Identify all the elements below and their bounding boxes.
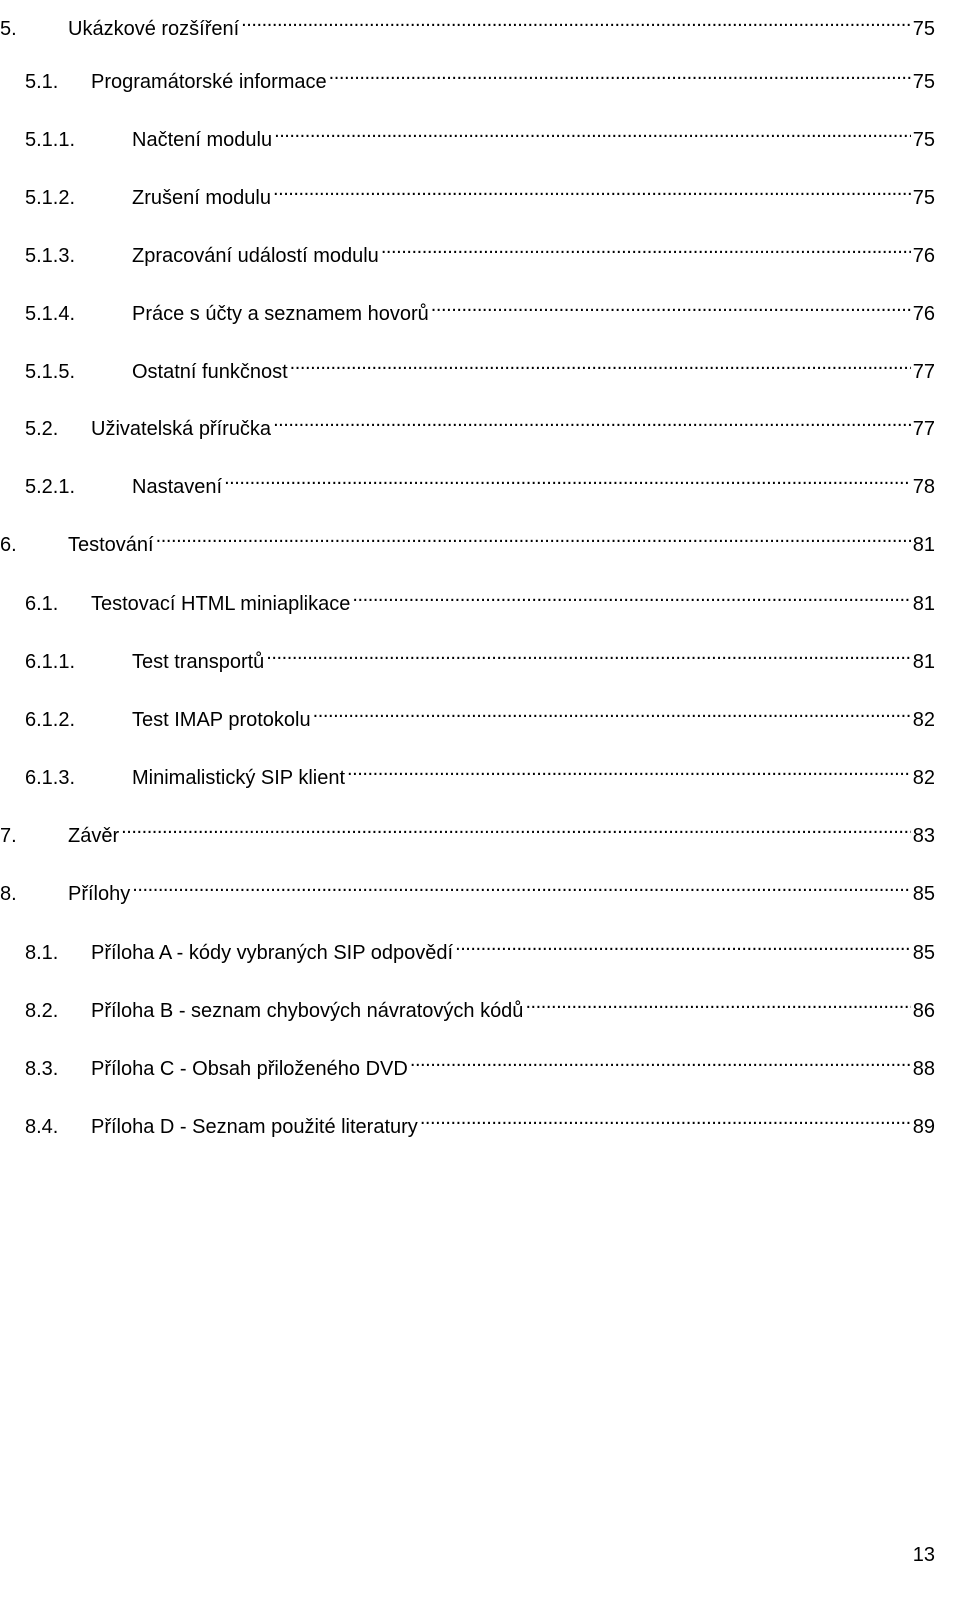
toc-leader-dots xyxy=(224,463,911,493)
toc-entry-title: Nastavení xyxy=(132,476,223,498)
toc-entry-number: 5.1.1. xyxy=(25,129,76,151)
toc-entry[interactable] xyxy=(25,405,935,440)
toc-entry-page: 76 xyxy=(912,303,935,325)
toc-entry-title: Ostatní funkčnost xyxy=(132,361,288,383)
toc-entry-title: Zpracování událostí modulu xyxy=(132,245,379,267)
toc-entry[interactable] xyxy=(25,1103,935,1138)
toc-entry-page: 75 xyxy=(912,71,935,93)
toc-leader-dots xyxy=(132,870,911,900)
toc-entry[interactable] xyxy=(25,580,935,615)
toc-entry[interactable] xyxy=(25,754,935,789)
toc-leader-dots xyxy=(352,580,910,610)
toc-entry-title: Práce s účty a seznamem hovorů xyxy=(132,303,429,325)
toc-entry-title: Závěr xyxy=(68,825,120,847)
toc-entry-number: 8.1. xyxy=(25,942,59,964)
toc-entry-page: 81 xyxy=(912,593,935,615)
toc-entry[interactable] xyxy=(25,987,935,1022)
toc-entry[interactable] xyxy=(25,174,935,209)
toc-entry-title: Testovací HTML miniaplikace xyxy=(91,593,351,615)
toc-entry-title: Zrušení modulu xyxy=(132,187,271,209)
toc-leader-dots xyxy=(156,521,911,551)
toc-entry-page: 76 xyxy=(912,245,935,267)
toc-leader-dots xyxy=(274,116,911,146)
toc-entry-number: 8.2. xyxy=(25,1000,59,1022)
toc-entry-title: Testování xyxy=(68,534,154,556)
toc-leader-dots xyxy=(329,58,911,88)
toc-entry-number: 5.1.4. xyxy=(25,303,76,325)
toc-leader-dots xyxy=(313,696,911,726)
toc-entry[interactable] xyxy=(25,929,935,964)
toc-entry-title: Minimalistický SIP klient xyxy=(132,767,346,789)
toc-entry[interactable] xyxy=(25,232,935,267)
toc-entry-page: 88 xyxy=(912,1058,935,1080)
toc-leader-dots xyxy=(347,754,911,784)
toc-entry-title: Ukázkové rozšíření xyxy=(68,18,240,40)
toc-entry-number: 6.1.2. xyxy=(25,709,76,731)
toc-leader-dots xyxy=(431,290,911,320)
toc-entry[interactable] xyxy=(0,521,935,556)
toc-entry-title: Programátorské informace xyxy=(91,71,327,93)
toc-entry-number: 7. xyxy=(0,825,17,847)
toc-entry[interactable] xyxy=(25,58,935,93)
toc-entry-page: 75 xyxy=(912,129,935,151)
toc-entry[interactable] xyxy=(0,812,935,847)
toc-leader-dots xyxy=(273,405,911,435)
toc-leader-dots xyxy=(266,638,910,668)
toc-entry-title: Test transportů xyxy=(132,651,265,673)
toc-entry[interactable] xyxy=(25,463,935,498)
toc-entry-number: 5.2.1. xyxy=(25,476,76,498)
toc-entry[interactable] xyxy=(25,638,935,673)
toc-entry-title: Příloha D - Seznam použité literatury xyxy=(91,1116,418,1138)
toc-entry-page: 82 xyxy=(912,709,935,731)
toc-leader-dots xyxy=(273,174,911,204)
toc-entry-page: 82 xyxy=(912,767,935,789)
toc-entry-title: Příloha C - Obsah přiloženého DVD xyxy=(91,1058,408,1080)
toc-entry-number: 5. xyxy=(0,18,17,40)
toc-leader-dots xyxy=(290,348,911,378)
toc-entry-page: 85 xyxy=(912,883,935,905)
toc-entry[interactable] xyxy=(25,348,935,383)
toc-entry-page: 89 xyxy=(912,1116,935,1138)
toc-entry-title: Příloha A - kódy vybraných SIP odpovědí xyxy=(91,942,454,964)
toc-entry-title: Příloha B - seznam chybových návratových kódů xyxy=(91,1000,524,1022)
toc-entry[interactable] xyxy=(0,870,935,905)
page-number: 13 xyxy=(912,1544,935,1566)
toc-entry-number: 5.2. xyxy=(25,418,59,440)
toc-leader-dots xyxy=(381,232,911,262)
toc-entry-page: 81 xyxy=(912,651,935,673)
toc-leader-dots xyxy=(241,5,911,35)
toc-entry[interactable] xyxy=(25,1045,935,1080)
toc-leader-dots xyxy=(410,1045,911,1075)
toc-entry-title: Uživatelská příručka xyxy=(91,418,272,440)
toc-entry[interactable] xyxy=(25,116,935,151)
toc-entry-page: 75 xyxy=(912,18,935,40)
toc-entry-page: 85 xyxy=(912,942,935,964)
toc-leader-dots xyxy=(121,812,911,842)
toc-entry-number: 5.1.3. xyxy=(25,245,76,267)
toc-entry-page: 86 xyxy=(912,1000,935,1022)
toc-entry-number: 6. xyxy=(0,534,17,556)
toc-entry-page: 77 xyxy=(912,418,935,440)
toc-entry-title: Přílohy xyxy=(68,883,131,905)
toc-entry-number: 6.1.3. xyxy=(25,767,76,789)
toc-entry-page: 81 xyxy=(912,534,935,556)
toc-entry-title: Test IMAP protokolu xyxy=(132,709,311,731)
toc-entry-number: 6.1. xyxy=(25,593,59,615)
toc-entry-page: 83 xyxy=(912,825,935,847)
toc-entry-page: 77 xyxy=(912,361,935,383)
toc-entry-page: 78 xyxy=(912,476,935,498)
toc-leader-dots xyxy=(420,1103,911,1133)
toc-entry[interactable] xyxy=(0,5,935,40)
toc-entry[interactable] xyxy=(25,290,935,325)
toc-entry-number: 8.3. xyxy=(25,1058,59,1080)
toc-entry-number: 6.1.1. xyxy=(25,651,76,673)
toc-entry-number: 8. xyxy=(0,883,17,905)
toc-leader-dots xyxy=(525,987,910,1017)
toc-entry-page: 75 xyxy=(912,187,935,209)
toc-leader-dots xyxy=(455,929,911,959)
toc-entry[interactable] xyxy=(25,696,935,731)
toc-entry-number: 5.1.5. xyxy=(25,361,76,383)
toc-entry-number: 5.1.2. xyxy=(25,187,76,209)
toc-entry-title: Načtení modulu xyxy=(132,129,273,151)
toc-entry-number: 5.1. xyxy=(25,71,59,93)
toc-entry-number: 8.4. xyxy=(25,1116,59,1138)
